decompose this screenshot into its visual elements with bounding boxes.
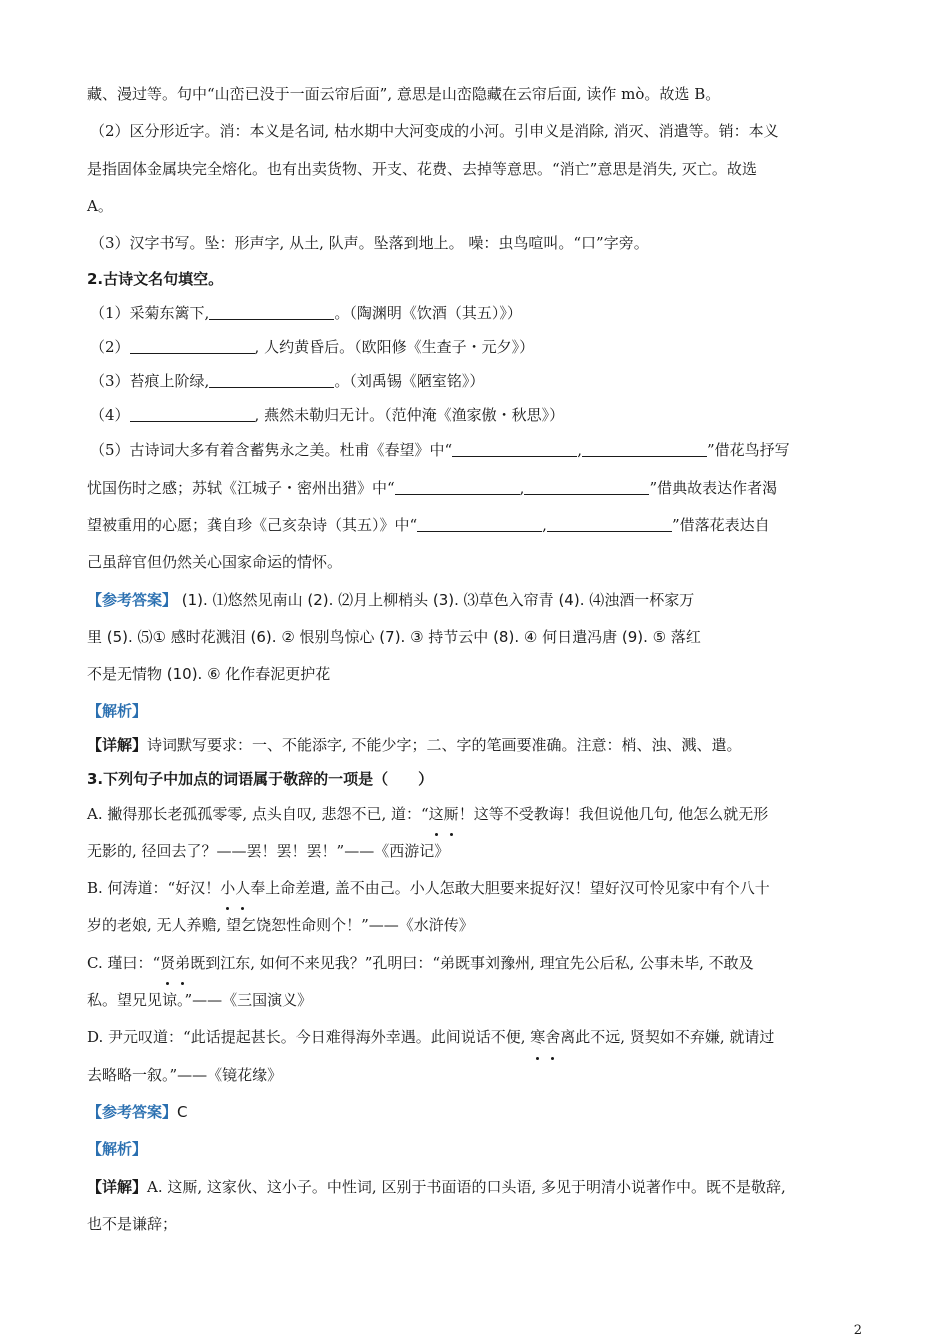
dotted-word: 弟: [175, 945, 190, 982]
fill-blank: [130, 338, 255, 354]
text-line: A。: [87, 196, 113, 215]
analysis-label: 【解析】: [87, 1140, 148, 1159]
option-text: C. 瑾曰：“: [87, 953, 161, 972]
q2-item-4-num: （4）: [90, 406, 130, 425]
dotted-word: 贤: [160, 945, 175, 982]
comma: ,: [577, 441, 582, 460]
q2-item-2: [87, 330, 865, 364]
q3-detail-line-1: [87, 1169, 865, 1206]
fill-blank: [209, 304, 334, 320]
answer-text: (1). ⑴悠然见南山 (2). ⑵月上柳梢头 (3). ⑶草色入帘青 (4). ⑷浊酒一杯家万: [177, 590, 695, 609]
dotted-word: 小: [220, 870, 235, 907]
q2-item-2-num: （2）: [90, 338, 130, 357]
q2-detail: [87, 728, 865, 762]
answer-label: 【参考答案】: [87, 590, 178, 609]
analysis-label: 【解析】: [87, 701, 148, 720]
q3-option-d-line-2: 去略略一叙。”——《镜花缘》: [87, 1065, 283, 1084]
q2-item-5-text: ”借典故表达作者渴: [649, 478, 778, 497]
fill-blank: [547, 516, 672, 532]
q2-item-3-text: （3）苔痕上阶绿,: [90, 372, 210, 391]
dotted-word: 厮: [444, 796, 459, 833]
q3-option-c-line-1: [87, 945, 865, 982]
fill-blank: [209, 372, 334, 388]
fill-blank: [524, 479, 649, 495]
fill-blank: [130, 406, 255, 422]
dotted-word: 舍: [545, 1019, 560, 1056]
q2-answer-line-2: 里 (5). ⑸① 感时花溅泪 (6). ② 恨别鸟惊心 (7). ③ 持节云中 (8). ④ 何日遣冯唐 (9). ⑤ 落红: [87, 627, 701, 646]
option-text: A. 撇得那长老孤孤零零, 点头自叹, 悲怨不已, 道：“: [87, 804, 429, 823]
q2-item-5-text: ”借花鸟抒写: [707, 441, 790, 460]
q3-option-b-line-1: [87, 870, 865, 907]
detail-label: 【详解】: [87, 1177, 148, 1196]
q2-item-2-text: , 人约黄昏后。（欧阳修《生查子・元夕》）: [254, 338, 535, 357]
option-text: 奉上命差遣, 盖不由己。小人怎敢大胆要来捉好汉！望好汉可怜见家中有个八十: [250, 879, 770, 898]
q2-item-5-text: （5）古诗词大多有着含蓄隽永之美。杜甫《春望》中“: [90, 441, 453, 460]
dotted-word: 这: [429, 796, 444, 833]
answer-value: C: [177, 1102, 188, 1121]
text-line: 藏、漫过等。句中“山峦已没于一面云帘后面”, 意思是山峦隐藏在云帘后面, 读作 mò。故选 B。: [87, 85, 721, 103]
q2-item-5-line-4: 己虽辞官但仍然关心国家命运的情怀。: [87, 553, 343, 572]
q3-option-a-line-2: 无影的, 径回去了？——罢！罢！罢！”——《西游记》: [87, 841, 450, 860]
detail-text: 诗词默写要求：一、不能添字, 不能少字；二、字的笔画要准确。注意：梢、浊、溅、遣。: [147, 735, 742, 754]
option-text: 既到江东, 如何不来见我？”孔明曰：“弟既事刘豫州, 理宜先公后私, 公事未毕, 不敢及: [190, 953, 754, 972]
option-text: 离此不远, 贤契如不弃嫌, 就请过: [560, 1028, 775, 1047]
q2-item-5-text: 望被重用的心愿；龚自珍《己亥杂诗（其五）》中“: [87, 516, 418, 535]
q2-item-5-text: ”借落花表达自: [671, 516, 770, 535]
q2-item-5-line-2: [87, 470, 865, 507]
q2-item-3-source: 。（刘禹锡《陋室铭》）: [334, 372, 485, 391]
comma: ,: [542, 516, 547, 535]
q3-answer: [87, 1094, 865, 1131]
q2-item-4: [87, 398, 865, 432]
fill-blank: [452, 441, 577, 457]
answer-label: 【参考答案】: [87, 1102, 178, 1121]
option-text: B. 何涛道：“好汉！: [87, 879, 221, 898]
fill-blank: [582, 441, 707, 457]
text-line: （3）汉字书写。坠：形声字, 从土, 队声。坠落到地上。 噪：虫鸟喧叫。“口”字旁。: [90, 234, 649, 253]
question-3-title: 3.下列句子中加点的词语属于敬辞的一项是（ ）: [87, 769, 434, 788]
q3-option-a-line-1: [87, 796, 865, 833]
q2-answer-line-3: 不是无情物 (10). ⑥ 化作春泥更护花: [87, 665, 331, 684]
q2-answer-line-1: [87, 582, 865, 619]
dotted-word: 人: [235, 870, 250, 907]
q3-option-b-line-2: 岁的老娘, 无人养赡, 望乞饶恕性命则个！”——《水浒传》: [87, 916, 474, 935]
detail-label: 【详解】: [87, 735, 148, 754]
q3-option-c-line-2: 私。望兄见谅。”——《三国演义》: [87, 991, 313, 1010]
q2-item-1: [87, 296, 865, 330]
q2-item-3: [87, 364, 865, 398]
fill-blank: [417, 516, 542, 532]
q2-item-5-line-1: [87, 432, 865, 469]
fill-blank: [395, 479, 520, 495]
dotted-word: 寒: [530, 1019, 545, 1056]
q2-item-4-text: , 燕然未勒归无计。（范仲淹《渔家傲・秋思》）: [254, 406, 565, 425]
q2-item-1-text: （1）采菊东篱下,: [90, 304, 210, 323]
page-number: 2: [853, 1323, 862, 1338]
question-2-title: 2.古诗文名句填空。: [87, 270, 224, 289]
q2-item-5-line-3: [87, 507, 865, 544]
q2-item-5-text: 忧国伤时之感；苏轼《江城子・密州出猎》中“: [87, 478, 395, 497]
option-text: ！这等不受教诲！我但说他几句, 他怎么就无形: [458, 804, 769, 823]
document-body: [87, 76, 865, 1243]
q2-item-1-source: 。（陶渊明《饮酒（其五）》）: [334, 304, 522, 323]
detail-text: A. 这厮, 这家伙、这小子。中性词, 区别于书面语的口头语, 多见于明清小说著作中。既不是敬辞,: [147, 1177, 786, 1196]
comma: ,: [519, 478, 525, 497]
option-text: D. 尹元叹道：“此话提起甚长。今日难得海外幸遇。此间说话不便,: [87, 1028, 531, 1047]
q3-detail-line-2: 也不是谦辞；: [87, 1214, 178, 1233]
q3-option-d-line-1: [87, 1019, 865, 1056]
text-line: 是指固体金属块完全熔化。也有出卖货物、开支、花费、去掉等意思。“消亡”意思是消失, 灭亡。故选: [87, 159, 757, 178]
text-line: （2）区分形近字。消：本义是名词, 枯水期中大河变成的小河。引申义是消除, 消灭、消遣等。销：本义: [90, 122, 779, 141]
